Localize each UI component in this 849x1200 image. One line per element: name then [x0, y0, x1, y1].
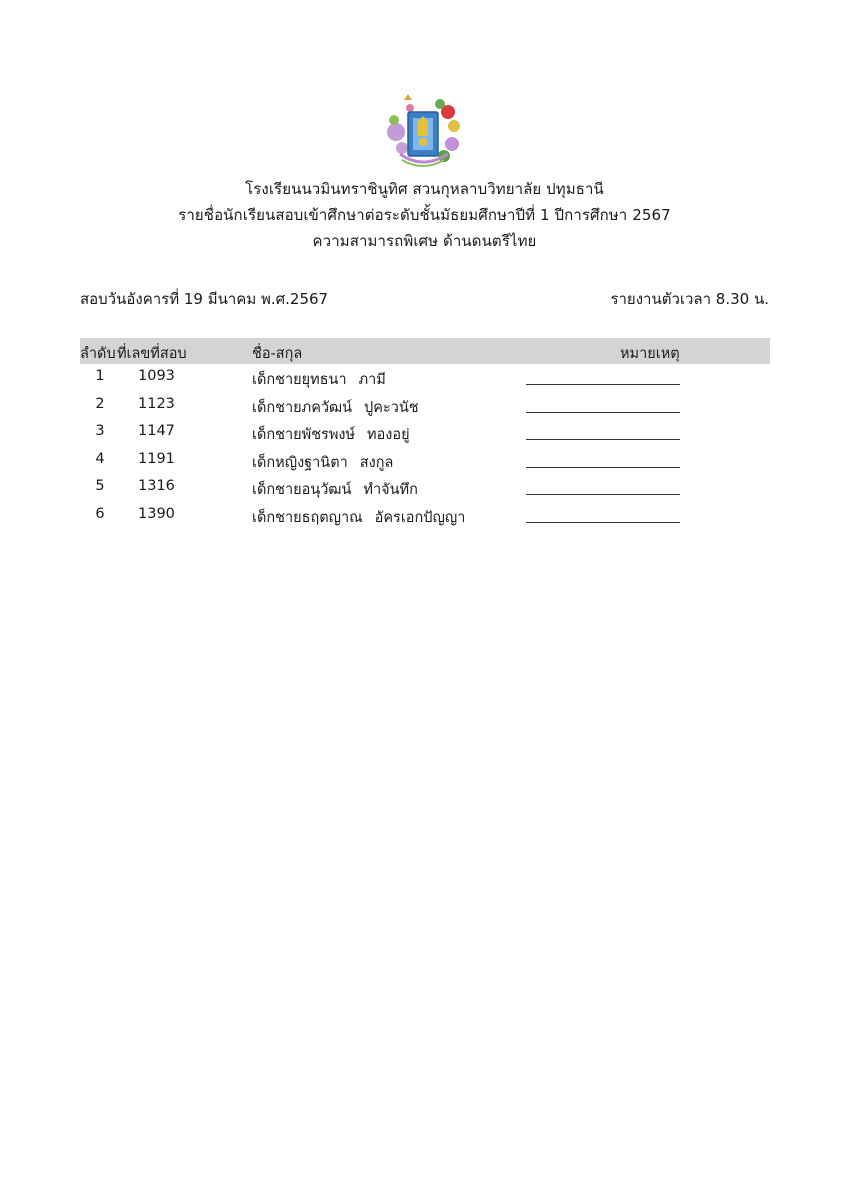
- row-exam-id: 1316: [138, 478, 175, 494]
- row-name: [252, 396, 419, 419]
- row-name: [252, 423, 410, 446]
- row-exam-id: 1147: [138, 423, 175, 439]
- row-name: [252, 478, 418, 501]
- last-name: สงกูล: [359, 454, 394, 471]
- remark-line: [526, 384, 680, 385]
- row-no: 1: [95, 368, 105, 384]
- first-name: เด็กชายภควัฒน์: [252, 399, 353, 416]
- row-no: 2: [95, 395, 105, 412]
- header-name: ชื่อ-สกุล: [252, 346, 303, 362]
- row-no: 3: [95, 423, 105, 439]
- last-name: ทองอยู่: [367, 427, 410, 443]
- table-row: [80, 474, 770, 502]
- row-exam-id: 1390: [138, 505, 175, 522]
- last-name: ปูคะวนัช: [364, 399, 419, 416]
- table-header: [80, 338, 770, 364]
- first-name: เด็กชายพัชรพงษ์: [252, 427, 356, 443]
- table-row: [80, 419, 770, 447]
- first-name: เด็กหญิงฐานิตา: [252, 454, 348, 471]
- table-row: [80, 392, 770, 420]
- table-row: [80, 502, 770, 530]
- document-header: [0, 176, 849, 254]
- last-name: ทำจันทึก: [363, 482, 418, 498]
- document-title: รายชื่อนักเรียนสอบเข้าศึกษาต่อระดับชั้นมัธยมศึกษาปีที่ 1 ปีการศึกษา 2567: [178, 206, 671, 224]
- header-no: ลำดับ: [80, 346, 116, 362]
- row-name: [252, 451, 393, 474]
- row-no: 4: [95, 450, 105, 467]
- table-row: [80, 447, 770, 475]
- first-name: เด็กชายอนุวัฒน์: [252, 482, 352, 498]
- header-remark: หมายเหตุ: [620, 346, 680, 362]
- row-name: [252, 368, 386, 391]
- school-emblem-icon: [382, 92, 464, 172]
- row-name: [252, 506, 465, 529]
- document-subtitle: ความสามารถพิเศษ ด้านดนตรีไทย: [312, 232, 537, 250]
- first-name: เด็กชายธฤตญาณ: [252, 509, 363, 526]
- remark-line: [526, 522, 680, 523]
- last-name: ภามี: [358, 372, 386, 388]
- remark-line: [526, 494, 680, 495]
- student-table: [80, 338, 770, 529]
- header-exam-id: ที่เลขที่สอบ: [117, 346, 187, 362]
- row-no: 6: [95, 505, 105, 522]
- row-exam-id: 1093: [138, 368, 175, 384]
- school-name: โรงเรียนนวมินทราชินูทิศ สวนกุหลาบวิทยาลัย ปทุมธานี: [245, 180, 604, 198]
- remark-line: [526, 467, 680, 468]
- table-row: [80, 364, 770, 392]
- remark-line: [526, 412, 680, 413]
- exam-date: สอบวันอังคารที่ 19 มีนาคม พ.ศ.2567: [80, 290, 329, 308]
- row-no: 5: [95, 478, 105, 494]
- row-exam-id: 1191: [138, 450, 175, 467]
- report-time: รายงานตัวเวลา 8.30 น.: [610, 290, 769, 308]
- last-name: อัครเอกปัญญา: [374, 509, 466, 526]
- row-exam-id: 1123: [138, 395, 175, 412]
- remark-line: [526, 439, 680, 440]
- first-name: เด็กชายยุทธนา: [252, 372, 347, 388]
